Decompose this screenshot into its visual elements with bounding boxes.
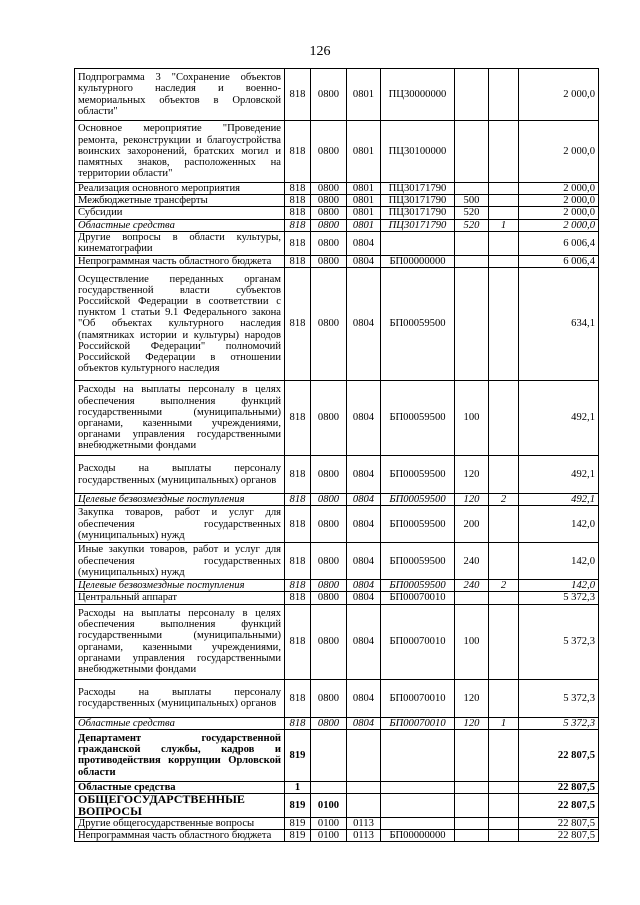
expense-type-cell: 120 xyxy=(455,717,489,729)
department-code-cell: 818 xyxy=(285,219,311,231)
expense-type-cell xyxy=(455,231,489,255)
subsection-code-cell: 0804 xyxy=(347,506,381,543)
funding-source-cell xyxy=(489,183,519,195)
funding-source-cell xyxy=(489,381,519,456)
expense-type-cell xyxy=(455,268,489,381)
expense-type-cell: 200 xyxy=(455,506,489,543)
table-row xyxy=(75,268,599,381)
expense-type-cell xyxy=(455,592,489,604)
target-article-cell: БП00059500 xyxy=(381,456,455,494)
funding-source-cell xyxy=(489,679,519,717)
target-article-cell xyxy=(381,231,455,255)
amount-cell: 2 000,0 xyxy=(519,183,599,195)
target-article-cell: БП00070010 xyxy=(381,679,455,717)
amount-cell: 142,0 xyxy=(519,543,599,580)
table-row xyxy=(75,183,599,195)
subsection-code-cell: 0804 xyxy=(347,580,381,592)
subsection-code-cell: 0804 xyxy=(347,456,381,494)
amount-cell: 5 372,3 xyxy=(519,679,599,717)
section-code-cell: 0800 xyxy=(311,381,347,456)
department-code-cell: 818 xyxy=(285,183,311,195)
expense-type-cell: 240 xyxy=(455,543,489,580)
subsection-code-cell xyxy=(347,794,381,818)
section-code-cell: 0800 xyxy=(311,207,347,219)
expense-type-cell: 520 xyxy=(455,219,489,231)
item-name-cell: Другие вопросы в области культуры, кинематографии xyxy=(75,231,285,255)
table-row xyxy=(75,494,599,506)
target-article-cell: БП00000000 xyxy=(381,830,455,842)
expense-type-cell xyxy=(455,121,489,183)
expense-type-cell xyxy=(455,830,489,842)
department-code-cell: 819 xyxy=(285,794,311,818)
item-name-cell: Непрограммная часть областного бюджета xyxy=(75,255,285,267)
section-code-cell: 0800 xyxy=(311,219,347,231)
table-row xyxy=(75,255,599,267)
amount-cell: 492,1 xyxy=(519,456,599,494)
expense-type-cell xyxy=(455,818,489,830)
subsection-code-cell xyxy=(347,729,381,781)
amount-cell: 5 372,3 xyxy=(519,604,599,679)
item-name-cell: Другие общегосударственные вопросы xyxy=(75,818,285,830)
budget-table-body xyxy=(75,69,599,842)
target-article-cell: БП00059500 xyxy=(381,580,455,592)
table-row xyxy=(75,195,599,207)
subsection-code-cell: 0804 xyxy=(347,717,381,729)
amount-cell: 6 006,4 xyxy=(519,255,599,267)
item-name-cell: Расходы на выплаты персоналу в целях обеспечения выполнения функций государственными (муниципальными) органами, казенными учреждениями, органами управления государственными внебюджетными фондами xyxy=(75,604,285,679)
amount-cell: 2 000,0 xyxy=(519,219,599,231)
table-row xyxy=(75,794,599,818)
item-name-cell: Иные закупки товаров, работ и услуг для обеспечения государственных (муниципальных) нужд xyxy=(75,543,285,580)
section-code-cell: 0800 xyxy=(311,121,347,183)
funding-source-cell xyxy=(489,781,519,793)
subsection-code-cell: 0113 xyxy=(347,830,381,842)
target-article-cell xyxy=(381,729,455,781)
department-code-cell: 818 xyxy=(285,506,311,543)
item-name-cell: Закупка товаров, работ и услуг для обеспечения государственных (муниципальных) нужд xyxy=(75,506,285,543)
funding-source-cell xyxy=(489,543,519,580)
item-name-cell: Целевые безвозмездные поступления xyxy=(75,580,285,592)
section-code-cell xyxy=(311,729,347,781)
section-code-cell: 0800 xyxy=(311,494,347,506)
department-code-cell: 818 xyxy=(285,255,311,267)
item-name-cell: Расходы на выплаты персоналу в целях обеспечения выполнения функций государственными (муниципальными) органами, казенными учреждениями, органами управления государственными внебюджетными фондами xyxy=(75,381,285,456)
amount-cell: 2 000,0 xyxy=(519,121,599,183)
section-code-cell: 0100 xyxy=(311,830,347,842)
table-row xyxy=(75,717,599,729)
section-code-cell: 0800 xyxy=(311,231,347,255)
subsection-code-cell: 0801 xyxy=(347,195,381,207)
department-code-cell: 819 xyxy=(285,830,311,842)
department-code-cell: 818 xyxy=(285,543,311,580)
funding-source-cell xyxy=(489,121,519,183)
target-article-cell xyxy=(381,818,455,830)
section-code-cell: 0800 xyxy=(311,543,347,580)
section-code-cell: 0800 xyxy=(311,183,347,195)
target-article-cell: ПЦ30171790 xyxy=(381,195,455,207)
table-row xyxy=(75,456,599,494)
table-row xyxy=(75,231,599,255)
amount-cell: 6 006,4 xyxy=(519,231,599,255)
item-name-cell: Межбюджетные трансферты xyxy=(75,195,285,207)
funding-source-cell: 1 xyxy=(489,219,519,231)
department-code-cell: 818 xyxy=(285,580,311,592)
subsection-code-cell: 0804 xyxy=(347,679,381,717)
table-row xyxy=(75,121,599,183)
amount-cell: 22 807,5 xyxy=(519,729,599,781)
funding-source-cell: 2 xyxy=(489,580,519,592)
section-code-cell: 0800 xyxy=(311,506,347,543)
amount-cell: 2 000,0 xyxy=(519,195,599,207)
funding-source-cell xyxy=(489,231,519,255)
amount-cell: 5 372,3 xyxy=(519,717,599,729)
item-name-cell: Непрограммная часть областного бюджета xyxy=(75,830,285,842)
item-name-cell: Основное мероприятие "Проведение ремонта, реконструкции и благоустройства воинских захоронений, братских могил и памятных знаков, расположенных на территории области" xyxy=(75,121,285,183)
section-code-cell xyxy=(311,781,347,793)
expense-type-cell: 120 xyxy=(455,679,489,717)
target-article-cell: БП00059500 xyxy=(381,268,455,381)
table-row xyxy=(75,543,599,580)
subsection-code-cell: 0801 xyxy=(347,207,381,219)
target-article-cell: БП00059500 xyxy=(381,506,455,543)
amount-cell: 492,1 xyxy=(519,381,599,456)
funding-source-cell xyxy=(489,456,519,494)
amount-cell: 492,1 xyxy=(519,494,599,506)
table-row xyxy=(75,506,599,543)
table-row xyxy=(75,381,599,456)
funding-source-cell xyxy=(489,794,519,818)
page-number: 126 xyxy=(309,44,331,59)
amount-cell: 634,1 xyxy=(519,268,599,381)
section-code-cell: 0800 xyxy=(311,580,347,592)
department-code-cell: 818 xyxy=(285,69,311,121)
expense-type-cell xyxy=(455,69,489,121)
item-name-cell: Целевые безвозмездные поступления xyxy=(75,494,285,506)
department-code-cell: 818 xyxy=(285,679,311,717)
target-article-cell xyxy=(381,781,455,793)
item-name-cell: Областные средства xyxy=(75,781,285,793)
section-code-cell: 0100 xyxy=(311,818,347,830)
target-article-cell: ПЦ30000000 xyxy=(381,69,455,121)
funding-source-cell xyxy=(489,69,519,121)
subsection-code-cell: 0801 xyxy=(347,121,381,183)
expense-type-cell xyxy=(455,729,489,781)
amount-cell: 2 000,0 xyxy=(519,69,599,121)
table-row xyxy=(75,219,599,231)
expense-type-cell xyxy=(455,255,489,267)
target-article-cell: БП00070010 xyxy=(381,717,455,729)
subsection-code-cell: 0804 xyxy=(347,255,381,267)
department-code-cell: 818 xyxy=(285,592,311,604)
subsection-code-cell: 0804 xyxy=(347,381,381,456)
section-code-cell: 0800 xyxy=(311,69,347,121)
target-article-cell: ПЦ30100000 xyxy=(381,121,455,183)
table-row xyxy=(75,592,599,604)
target-article-cell: БП00059500 xyxy=(381,381,455,456)
subsection-code-cell: 0801 xyxy=(347,69,381,121)
funding-source-cell: 1 xyxy=(489,717,519,729)
amount-cell: 142,0 xyxy=(519,506,599,543)
funding-source-cell xyxy=(489,729,519,781)
expense-type-cell: 100 xyxy=(455,604,489,679)
subsection-code-cell: 0804 xyxy=(347,604,381,679)
amount-cell: 22 807,5 xyxy=(519,781,599,793)
department-code-cell: 818 xyxy=(285,456,311,494)
table-row xyxy=(75,781,599,793)
table-row xyxy=(75,580,599,592)
subsection-code-cell: 0804 xyxy=(347,494,381,506)
section-code-cell: 0100 xyxy=(311,794,347,818)
table-row xyxy=(75,207,599,219)
table-row xyxy=(75,818,599,830)
section-code-cell: 0800 xyxy=(311,268,347,381)
section-code-cell: 0800 xyxy=(311,456,347,494)
subsection-code-cell: 0804 xyxy=(347,543,381,580)
subsection-code-cell: 0804 xyxy=(347,268,381,381)
table-row xyxy=(75,830,599,842)
item-name-cell: Расходы на выплаты персоналу государственных (муниципальных) органов xyxy=(75,456,285,494)
funding-source-cell xyxy=(489,604,519,679)
department-code-cell: 818 xyxy=(285,717,311,729)
section-code-cell: 0800 xyxy=(311,195,347,207)
department-code-cell: 818 xyxy=(285,494,311,506)
funding-source-cell xyxy=(489,592,519,604)
amount-cell: 22 807,5 xyxy=(519,818,599,830)
item-name-cell: ОБЩЕГОСУДАРСТВЕННЫЕ ВОПРОСЫ xyxy=(75,794,285,818)
expense-type-cell: 120 xyxy=(455,456,489,494)
amount-cell: 142,0 xyxy=(519,580,599,592)
department-code-cell: 819 xyxy=(285,729,311,781)
amount-cell: 5 372,3 xyxy=(519,592,599,604)
funding-source-cell xyxy=(489,830,519,842)
funding-source-cell xyxy=(489,255,519,267)
item-name-cell: Департамент государственной гражданской службы, кадров и противодействия коррупции Орловской области xyxy=(75,729,285,781)
item-name-cell: Реализация основного мероприятия xyxy=(75,183,285,195)
subsection-code-cell xyxy=(347,781,381,793)
table-row xyxy=(75,679,599,717)
funding-source-cell xyxy=(489,195,519,207)
funding-source-cell xyxy=(489,818,519,830)
target-article-cell: БП00059500 xyxy=(381,494,455,506)
expense-type-cell: 120 xyxy=(455,494,489,506)
item-name-cell: Центральный аппарат xyxy=(75,592,285,604)
subsection-code-cell: 0804 xyxy=(347,592,381,604)
department-code-cell: 818 xyxy=(285,195,311,207)
expense-type-cell: 240 xyxy=(455,580,489,592)
department-code-cell: 818 xyxy=(285,604,311,679)
target-article-cell: БП00070010 xyxy=(381,604,455,679)
expense-type-cell xyxy=(455,794,489,818)
amount-cell: 2 000,0 xyxy=(519,207,599,219)
item-name-cell: Областные средства xyxy=(75,219,285,231)
department-code-cell: 818 xyxy=(285,268,311,381)
item-name-cell: Субсидии xyxy=(75,207,285,219)
department-code-cell: 819 xyxy=(285,818,311,830)
funding-source-cell: 2 xyxy=(489,494,519,506)
department-code-cell: 818 xyxy=(285,231,311,255)
target-article-cell: БП00070010 xyxy=(381,592,455,604)
funding-source-cell xyxy=(489,268,519,381)
section-code-cell: 0800 xyxy=(311,592,347,604)
section-code-cell: 0800 xyxy=(311,255,347,267)
subsection-code-cell: 0804 xyxy=(347,231,381,255)
department-code-cell: 818 xyxy=(285,121,311,183)
target-article-cell: БП00000000 xyxy=(381,255,455,267)
expense-type-cell: 500 xyxy=(455,195,489,207)
table-row xyxy=(75,729,599,781)
department-code-cell: 818 xyxy=(285,381,311,456)
subsection-code-cell: 0113 xyxy=(347,818,381,830)
expense-type-cell: 520 xyxy=(455,207,489,219)
table-row xyxy=(75,604,599,679)
item-name-cell: Областные средства xyxy=(75,717,285,729)
section-code-cell: 0800 xyxy=(311,604,347,679)
target-article-cell: ПЦ30171790 xyxy=(381,207,455,219)
department-code-cell: 818 xyxy=(285,207,311,219)
item-name-cell: Расходы на выплаты персоналу государственных (муниципальных) органов xyxy=(75,679,285,717)
subsection-code-cell: 0801 xyxy=(347,219,381,231)
funding-source-cell xyxy=(489,207,519,219)
department-code-cell: 1 xyxy=(285,781,311,793)
target-article-cell: БП00059500 xyxy=(381,543,455,580)
subsection-code-cell: 0801 xyxy=(347,183,381,195)
target-article-cell xyxy=(381,794,455,818)
item-name-cell: Осуществление переданных органам государственной власти субъектов Российской Федерации в соответствии с пунктом 1 статьи 9.1 Федерального закона "Об объектах культурного наследия (памятниках истории и культуры) народов Российской Федерации" полномочий Российской Федерации в отношении объектов культурного наследия xyxy=(75,268,285,381)
expense-type-cell: 100 xyxy=(455,381,489,456)
expense-type-cell xyxy=(455,183,489,195)
expense-type-cell xyxy=(455,781,489,793)
section-code-cell: 0800 xyxy=(311,717,347,729)
amount-cell: 22 807,5 xyxy=(519,794,599,818)
target-article-cell: ПЦ30171790 xyxy=(381,183,455,195)
target-article-cell: ПЦ30171790 xyxy=(381,219,455,231)
item-name-cell: Подпрограмма 3 "Сохранение объектов культурного наследия и военно-мемориальных объектов в Орловской области" xyxy=(75,69,285,121)
budget-table xyxy=(74,68,599,842)
table-row xyxy=(75,69,599,121)
funding-source-cell xyxy=(489,506,519,543)
section-code-cell: 0800 xyxy=(311,679,347,717)
amount-cell: 22 807,5 xyxy=(519,830,599,842)
